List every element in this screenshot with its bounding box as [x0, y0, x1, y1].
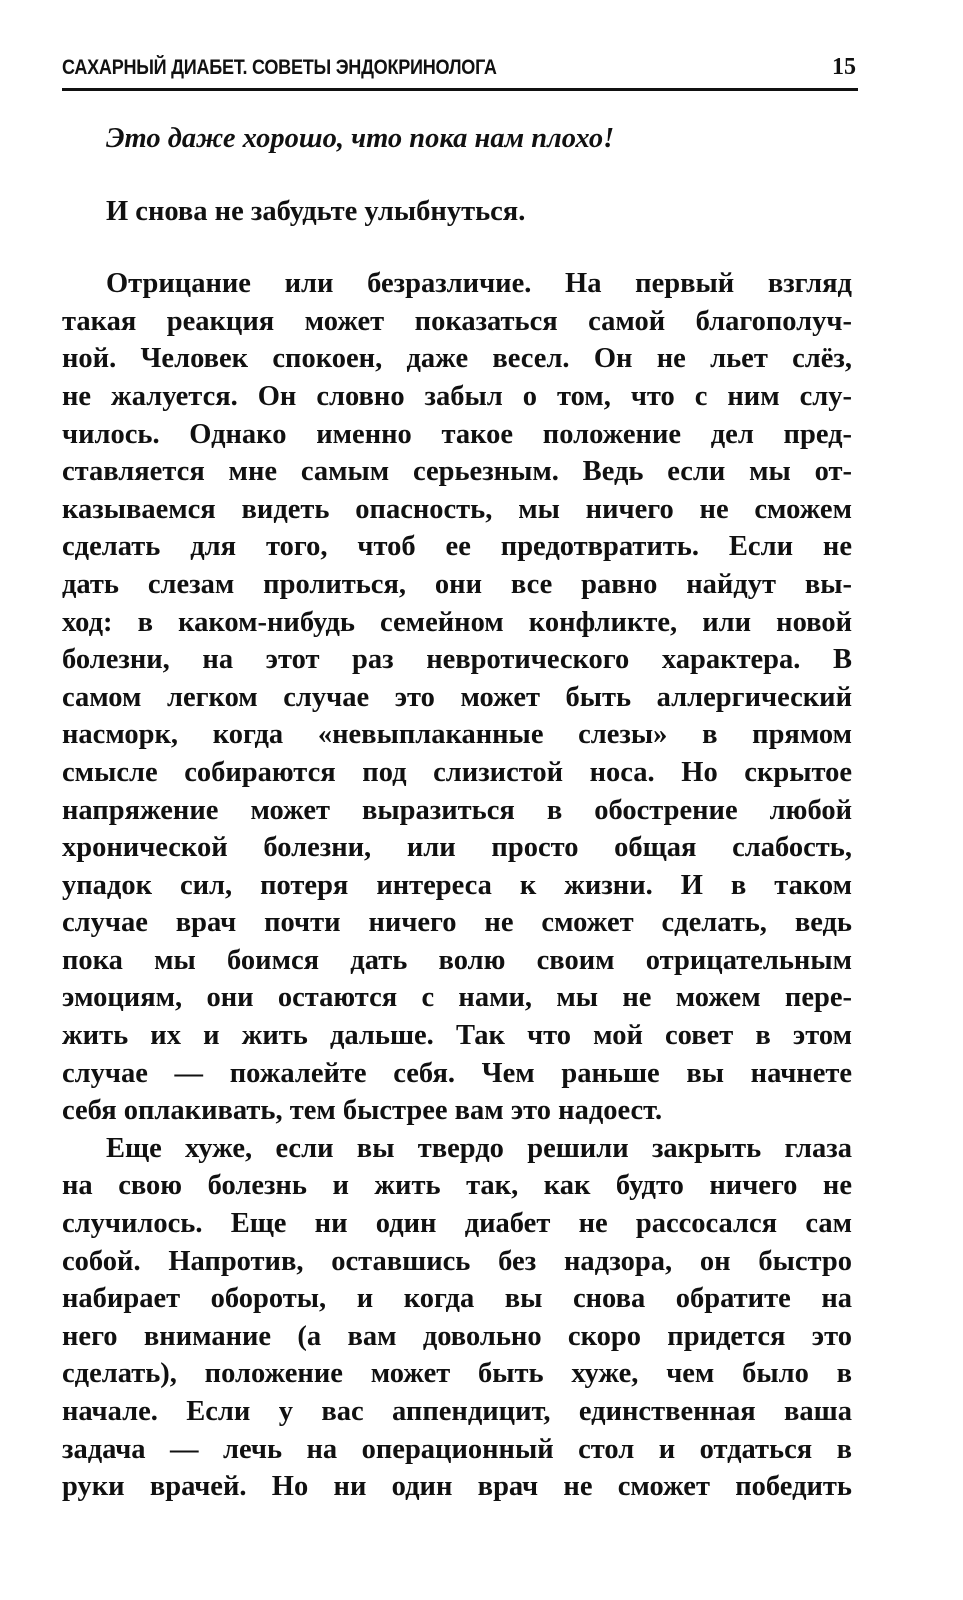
paragraph-1-line: казываемся видеть опасность, мы ничего не сможем — [62, 493, 852, 525]
paragraph-1-line: хронической болезни, или просто общая слабость, — [62, 832, 852, 864]
paragraph-1-first-line — [62, 265, 852, 303]
paragraph-1-first-line-rest: На первый взгляд — [531, 268, 852, 300]
paragraph-1-line: чилось. Однако именно такое положение дел пред- — [62, 418, 852, 450]
paragraph-2-line: Еще хуже, если вы твердо решили закрыть глаза — [106, 1132, 852, 1164]
paragraph-1-line: дать слезам пролиться, они все равно найдут вы- — [62, 568, 852, 600]
running-title: САХАРНЫЙ ДИАБЕТ. СОВЕТЫ ЭНДОКРИНОЛОГА — [62, 56, 497, 79]
paragraph-2-line: него внимание (а вам довольно скоро придется это — [62, 1320, 852, 1352]
paragraph-1-line: не жалуется. Он словно забыл о том, что с ним слу- — [62, 380, 852, 412]
paragraph-1-line: болезни, на этот раз невротического характера. В — [62, 644, 852, 676]
paragraph-1-line: жить их и жить дальше. Так что мой совет в этом — [62, 1020, 852, 1052]
paragraph-1-lead: Отрицание или безразличие. — [106, 268, 532, 300]
paragraph-2-line: руки врачей. Но ни один врач не сможет победить — [62, 1471, 852, 1503]
paragraph-2 — [62, 1130, 852, 1506]
body-text — [62, 120, 852, 1506]
paragraph-1-line: ход: в каком-нибудь семейном конфликте, или новой — [62, 606, 852, 638]
paragraph-1-line: пока мы боимся дать волю своим отрицательным — [62, 944, 852, 976]
paragraph-2-line: случилось. Еще ни один диабет не рассосался сам — [62, 1208, 852, 1240]
epigraph: Это даже хорошо, что пока нам плохо! — [106, 123, 615, 154]
paragraph-1-line: себя оплакивать, тем быстрее вам это надоест. — [62, 1095, 663, 1127]
paragraph-1-line: ставляется мне самым серьезным. Ведь если мы от- — [62, 456, 852, 488]
page-number: 15 — [832, 54, 856, 80]
paragraph-1-line: ной. Человек спокоен, даже весел. Он не льет слёз, — [62, 343, 852, 375]
paragraph-1-line: напряжение может выразиться в обострение любой — [62, 794, 852, 826]
paragraph-1 — [62, 303, 852, 1130]
paragraph-2-line: собой. Напротив, оставшись без надзора, он быстро — [62, 1245, 852, 1277]
paragraph-1-line: эмоциям, они остаются с нами, мы не можем пере- — [62, 982, 852, 1014]
paragraph-2-line: начале. Если у вас аппендицит, единственная ваша — [62, 1396, 852, 1427]
paragraph-2-line: набирает обороты, и когда вы снова обратите на — [62, 1283, 852, 1315]
paragraph-1-line: насморк, когда «невыплаканные слезы» в прямом — [62, 719, 852, 751]
paragraph-1-line: смысле собираются под слизистой носа. Но скрытое — [62, 756, 852, 788]
paragraph-2-line: сделать), положение может быть хуже, чем было в — [62, 1358, 852, 1390]
paragraph-1-line: случае врач почти ничего не сможет сделать, ведь — [62, 907, 852, 939]
paragraph-1-line: случае — пожалейте себя. Чем раньше вы начнете — [62, 1057, 852, 1089]
paragraph-1-line: самом легком случае это может быть аллергический — [62, 681, 852, 713]
reminder-line: И снова не забудьте улыбнуться. — [106, 195, 526, 227]
paragraph-1-line: упадок сил, потеря интереса к жизни. И в таком — [62, 869, 852, 901]
paragraph-1-line: такая реакция может показаться самой благополуч- — [62, 305, 852, 337]
paragraph-2-line: задача — лечь на операционный стол и отдаться в — [62, 1433, 852, 1465]
running-header — [62, 48, 858, 91]
paragraph-1-line: сделать для того, чтоб ее предотвратить. Если не — [62, 531, 852, 563]
paragraph-2-line: на свою болезнь и жить так, как будто ничего не — [62, 1170, 852, 1202]
